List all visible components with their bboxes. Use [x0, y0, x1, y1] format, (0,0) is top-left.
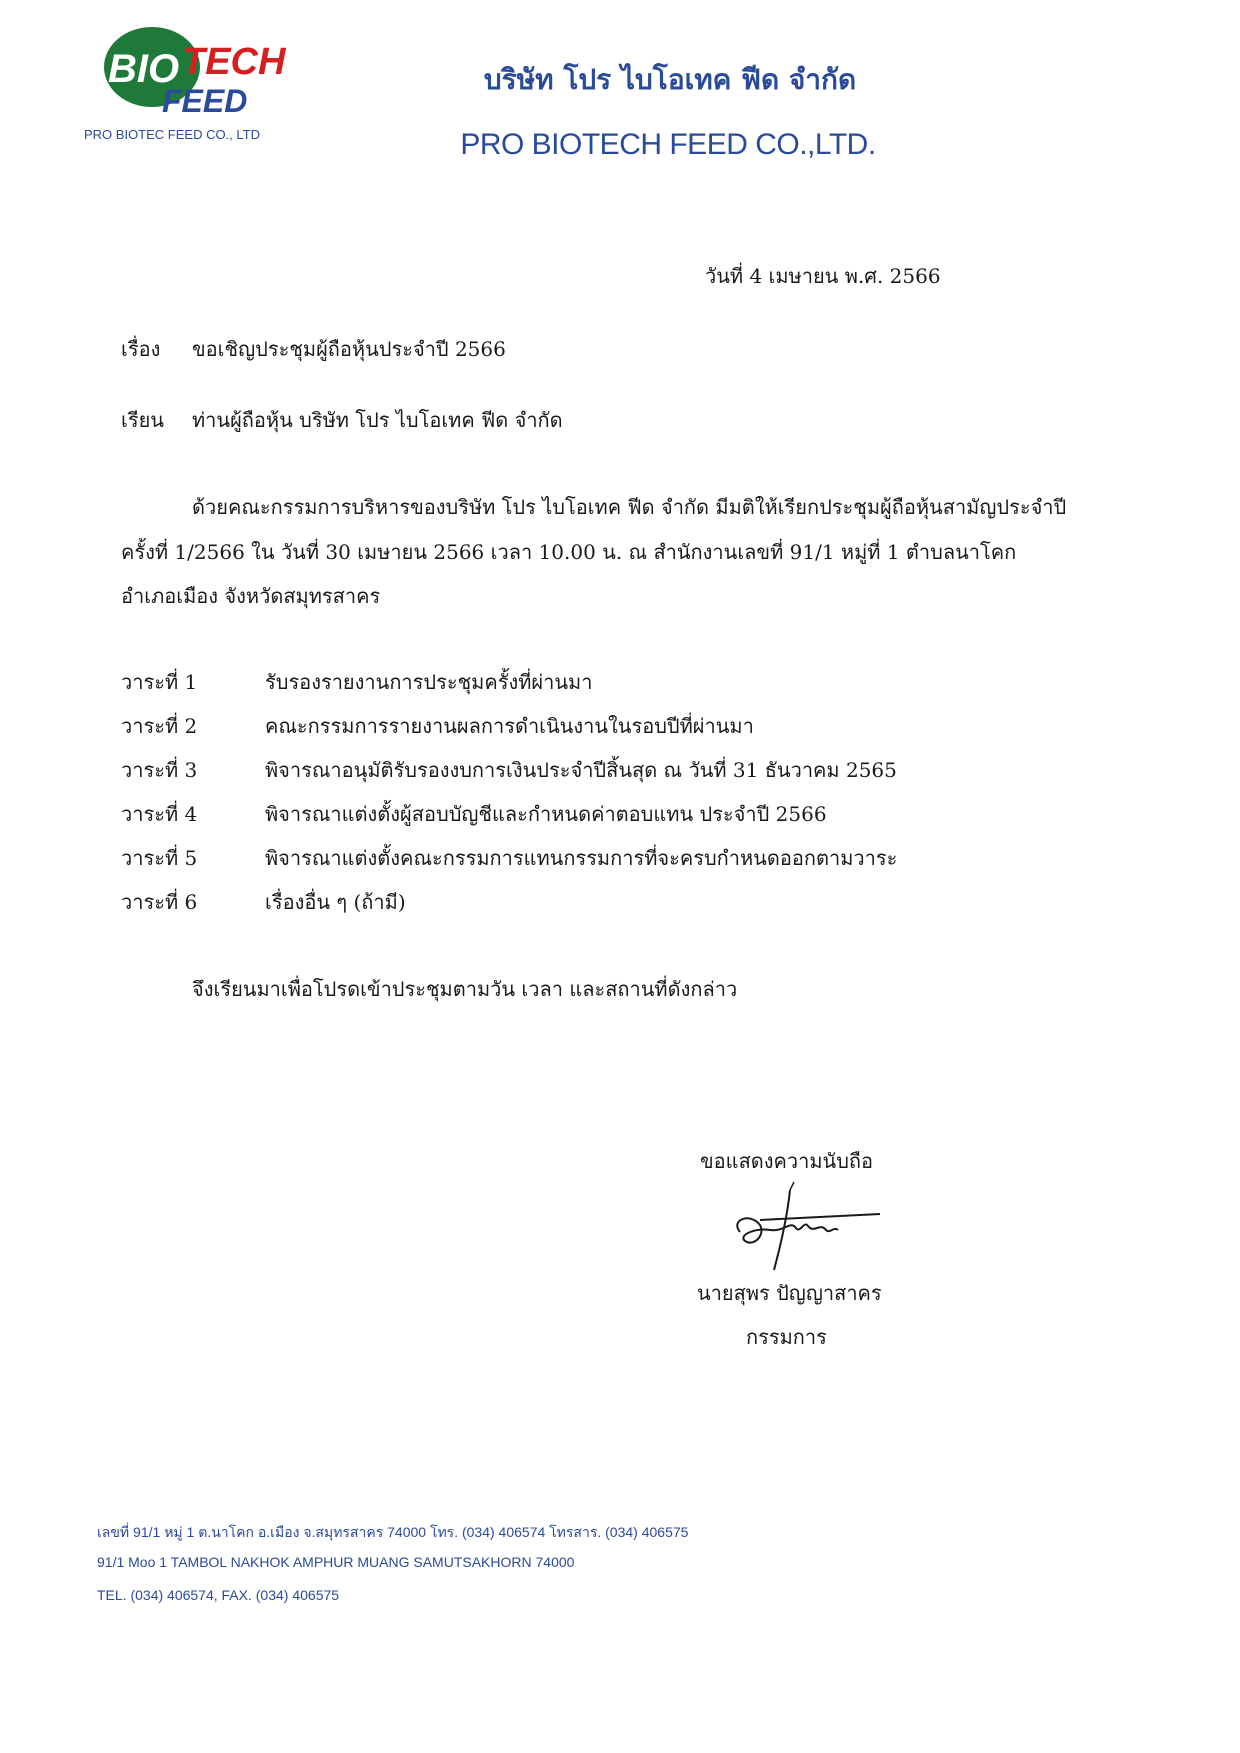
signatory-name: นายสุพร ปัญญาสาคร	[697, 1281, 882, 1305]
handwritten-signature	[730, 1170, 890, 1280]
agenda-number: วาระที่ 4	[121, 802, 198, 826]
logo-text-tech: TECH	[182, 41, 286, 83]
agenda-item-text: เรื่องอื่น ๆ (ถ้ามี)	[265, 890, 406, 914]
logo-text-bio: BIO	[108, 47, 180, 91]
footer-address-english: 91/1 Moo 1 TAMBOL NAKHOK AMPHUR MUANG SAMUTSAKHORN 74000	[97, 1554, 575, 1570]
subject-text: ขอเชิญประชุมผู้ถือหุ้นประจำปี 2566	[192, 337, 506, 361]
agenda-item-text: พิจารณาอนุมัติรับรองงบการเงินประจำปีสิ้นสุด ณ วันที่ 31 ธันวาคม 2565	[265, 758, 897, 782]
letter-date: วันที่ 4 เมษายน พ.ศ. 2566	[705, 264, 941, 288]
agenda-item-text: พิจารณาแต่งตั้งคณะกรรมการแทนกรรมการที่จะครบกำหนดออกตามวาระ	[265, 846, 898, 870]
subject-label: เรื่อง	[121, 337, 161, 361]
agenda-item-text: รับรองรายงานการประชุมครั้งที่ผ่านมา	[265, 670, 593, 694]
logo-text-feed: FEED	[162, 83, 248, 119]
company-name-english: PRO BIOTECH FEED CO.,LTD.	[460, 128, 876, 161]
logo-subtitle: PRO BIOTEC FEED CO., LTD	[84, 127, 261, 142]
agenda-number: วาระที่ 3	[121, 758, 198, 782]
closing-sentence: จึงเรียนมาเพื่อโปรดเข้าประชุมตามวัน เวลา และสถานที่ดังกล่าว	[192, 977, 738, 1001]
agenda-item-text: คณะกรรมการรายงานผลการดำเนินงานในรอบปีที่ผ่านมา	[265, 714, 754, 738]
company-name-thai: บริษัท โปร ไบโอเทค ฟีด จำกัด	[483, 63, 857, 96]
paragraph-line: ครั้งที่ 1/2566 ใน วันที่ 30 เมษายน 2566 เวลา 10.00 น. ณ สำนักงานเลขที่ 91/1 หมู่ที่ 1 ตำบลนาโคก	[121, 540, 1017, 564]
recipient-label: เรียน	[121, 408, 164, 432]
signatory-title: กรรมการ	[746, 1325, 827, 1349]
footer-contact: TEL. (034) 406574, FAX. (034) 406575	[97, 1587, 340, 1603]
agenda-number: วาระที่ 6	[121, 890, 198, 914]
paragraph-line: อำเภอเมือง จังหวัดสมุทรสาคร	[121, 584, 381, 608]
agenda-number: วาระที่ 2	[121, 714, 198, 738]
agenda-item-text: พิจารณาแต่งตั้งผู้สอบบัญชีและกำหนดค่าตอบแทน ประจำปี 2566	[265, 802, 827, 826]
recipient-text: ท่านผู้ถือหุ้น บริษัท โปร ไบโอเทค ฟีด จำกัด	[192, 408, 563, 432]
footer-address-thai: เลขที่ 91/1 หมู่ 1 ต.นาโคก อ.เมือง จ.สมุทรสาคร 74000 โทร. (034) 406574 โทรสาร. (034) 406575	[97, 1524, 689, 1540]
agenda-number: วาระที่ 1	[121, 670, 198, 694]
paragraph-line: ด้วยคณะกรรมการบริหารของบริษัท โปร ไบโอเทค ฟีด จำกัด มีมติให้เรียกประชุมผู้ถือหุ้นสามัญประจำปี	[192, 495, 1067, 519]
complimentary-close: ขอแสดงความนับถือ	[700, 1149, 874, 1173]
agenda-number: วาระที่ 5	[121, 846, 198, 870]
